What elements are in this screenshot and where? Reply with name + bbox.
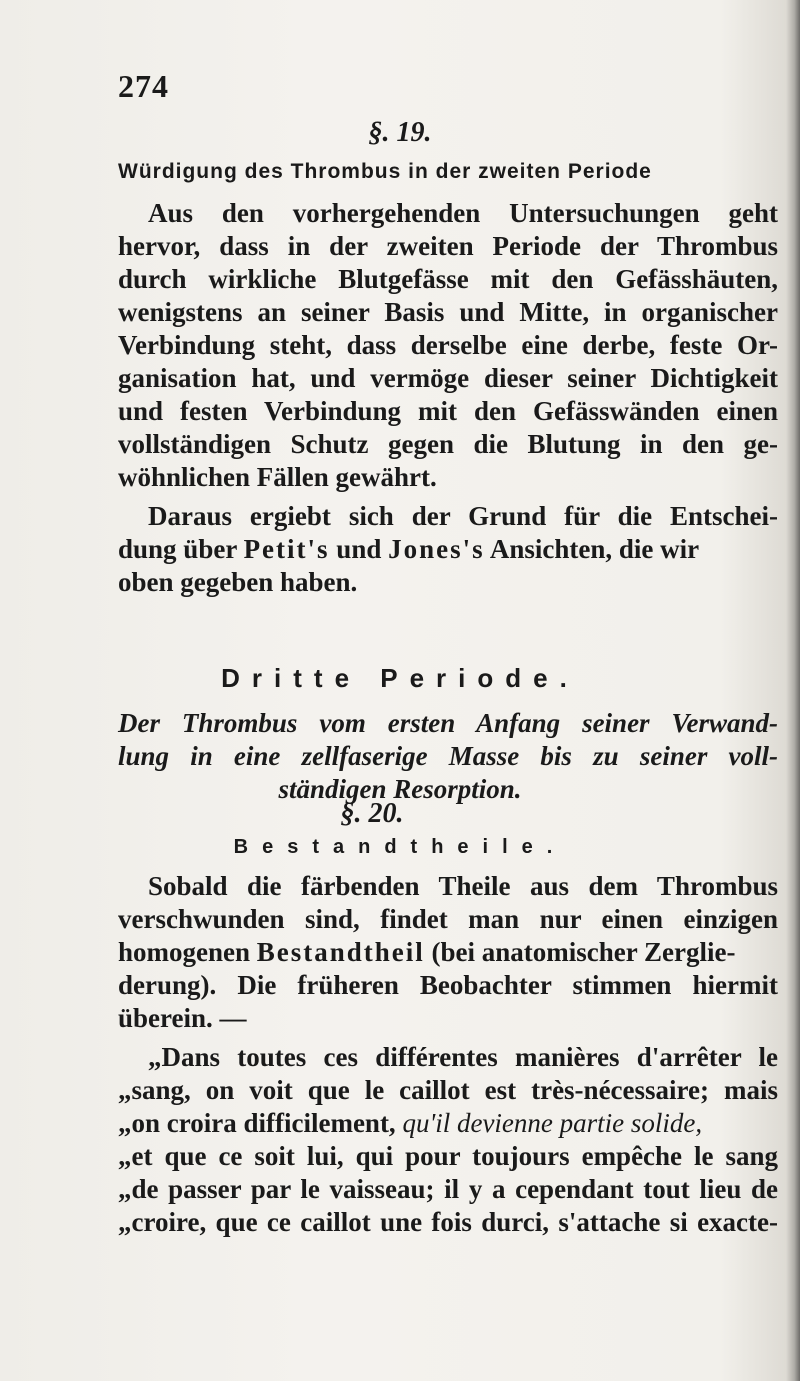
para1-line-6: ganisation hat, und vermöge dieser seiner Dichtigkeit <box>118 363 778 393</box>
para3-line-1: Sobald die färbenden Theile aus dem Thrombus <box>148 871 778 901</box>
para1-line-8: vollständigen Schutz gegen die Blutung in den ge- <box>118 429 778 459</box>
term-bestandtheil: Bestandtheil <box>256 937 425 967</box>
para2-line-3: oben gegeben haben. <box>118 567 358 597</box>
section-20-heading: Bestandtheile. <box>233 836 567 858</box>
section-20-number: §. 20. <box>340 798 404 829</box>
para1-line-4: wenigstens an seiner Basis und Mitte, in organischer <box>118 297 778 327</box>
para1-line-3: durch wirkliche Blutgefässe mit den Gefässhäuten, <box>118 264 778 294</box>
quote-line-1: „Dans toutes ces différentes manières d'arrêter le <box>148 1042 778 1072</box>
author-petit: Petit's <box>243 534 330 564</box>
para2-line-2 <box>118 533 778 566</box>
quote-line-4: „et que ce soit lui, qui pour toujours empêche le sang <box>118 1141 778 1171</box>
para1-line-9: wöhnlichen Fällen gewährt. <box>118 462 437 492</box>
quote-line-3 <box>118 1107 778 1140</box>
para1-line-1: Aus den vorhergehenden Untersuchungen geht <box>148 198 778 228</box>
para3-line-2: verschwunden sind, findet man nur einen einzigen <box>118 904 778 934</box>
para2-line-1: Daraus ergiebt sich der Grund für die Entschei- <box>148 501 778 531</box>
section-19-heading: Würdigung des Thrombus in der zweiten Periode <box>118 160 652 183</box>
italic-title-line-2: lung in eine zellfaserige Masse bis zu seiner voll- <box>118 741 778 771</box>
quote-line-2: „sang, on voit que le caillot est très-nécessaire; mais <box>118 1075 778 1105</box>
section-19-number: §. 19. <box>368 117 432 148</box>
para3-line-5: überein. — <box>118 1003 247 1033</box>
para3-text-a: homogenen <box>118 937 257 967</box>
para2-text-a: dung über <box>118 534 244 564</box>
page-number: 274 <box>118 68 169 104</box>
quote-italic: qu'il devienne partie solide, <box>402 1108 703 1138</box>
para1-line-2: hervor, dass in der zweiten Periode der Thrombus <box>118 231 778 261</box>
para1-line-7: und festen Verbindung mit den Gefässwänden einen <box>118 396 778 426</box>
para2-text-c: Ansichten, die wir <box>484 534 700 564</box>
para1-line-5: Verbindung steht, dass derselbe eine derbe, feste Or- <box>118 330 778 360</box>
italic-title-line-1: Der Thrombus vom ersten Anfang seiner Verwand- <box>118 708 778 738</box>
para3-line-4: derung). Die früheren Beobachter stimmen hiermit <box>118 970 778 1000</box>
quote-text-a: „on croira difficilement, <box>118 1108 403 1138</box>
para3-text-b: (bei anatomischer Zerglie- <box>424 937 736 967</box>
period-heading: Dritte Periode. <box>221 663 579 693</box>
author-jones: Jones's <box>388 534 485 564</box>
para2-text-b: und <box>329 534 389 564</box>
para3-line-3 <box>118 936 778 969</box>
italic-title-line-3: ständigen Resorption. <box>278 774 522 804</box>
quote-line-6: „croire, que ce caillot une fois durci, s'attache si exacte- <box>118 1207 778 1237</box>
quote-line-5: „de passer par le vaisseau; il y a cependant tout lieu de <box>118 1174 778 1204</box>
